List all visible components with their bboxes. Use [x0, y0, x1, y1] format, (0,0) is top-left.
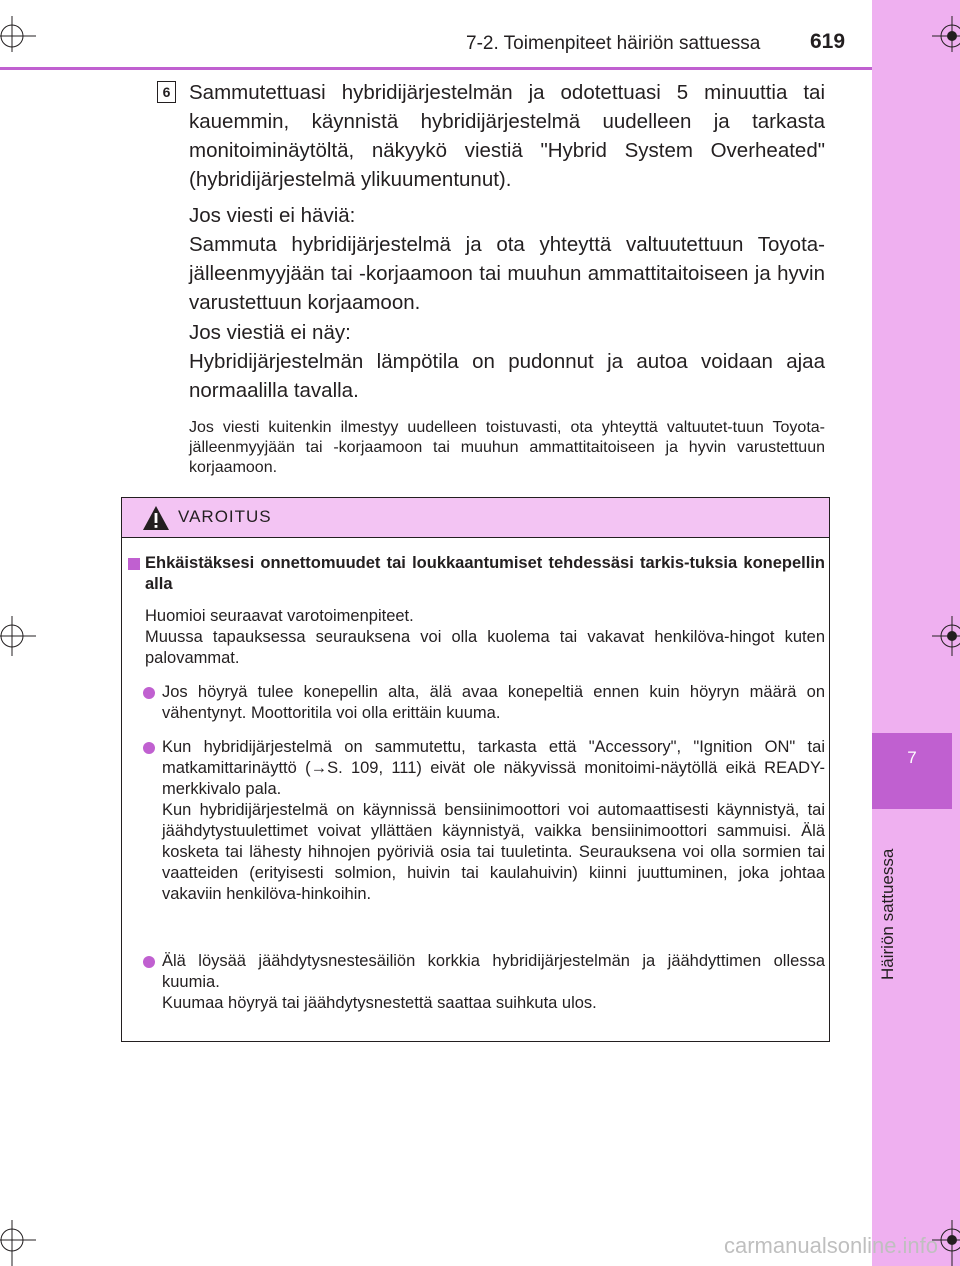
bullet-dot-icon — [143, 742, 155, 754]
section-title: 7-2. Toimenpiteet häiriön sattuessa — [466, 33, 761, 54]
registration-mark-bottom-left — [0, 1218, 42, 1266]
warning-bullet-2b: Kun hybridijärjestelmä on käynnissä bensiinimoottori voi automaattisesti käynnistyä, tai jäähdytystuulettimet voivat yllättäen käynnistyä, vaikka bensiinimoottori sammuisi. Älä kosketa tai lähesty hihnojen pyöriviä osia tai tuuletinta. Seurauksena voi olla sormien tai vaatteiden (erityisesti solmion, huivin tai kaulahuivin) kiinni juuttuminen, joka johtaa vakaviin henkilöva-hinkoihin. — [162, 801, 825, 903]
step-paragraph: Sammutettuasi hybridijärjestelmän ja odotettuasi 5 minuuttia tai kauemmin, käynnistä hybridijärjestelmä uudelleen ja tarkasta monitoiminäytöltä, näkyykö viestiä "Hybrid System Overheated" (hybridijärjestelmä ylikuumentunut). — [189, 81, 825, 191]
step-number-badge: 6 — [157, 81, 176, 103]
case2-heading: Jos viestiä ei näy: — [189, 321, 351, 344]
bullet-dot-icon — [143, 956, 155, 968]
step-note: Jos viesti kuitenkin ilmestyy uudelleen toistuvasti, ota yhteyttä valtuutet-tuun Toyota-jälleenmyyjään tai -korjaamoon tai muuhun ammattitaitoiseen ja hyvin varustettuun korjaamoon. — [189, 419, 825, 476]
chapter-tab-active — [872, 733, 952, 809]
warning-title: Ehkäistäksesi onnettomuudet tai loukkaantumiset tehdessäsi tarkis-tuksia konepellin alla — [145, 554, 825, 593]
warning-box — [121, 497, 830, 1042]
registration-mark-mid-left — [0, 614, 42, 658]
watermark: carmanualsonline.info — [724, 1233, 939, 1258]
chapter-number: 7 — [907, 748, 917, 767]
case1-heading: Jos viesti ei häviä: — [189, 204, 356, 227]
chapter-title-vertical: Häiriön sattuessa — [878, 848, 897, 980]
case1-text: Sammuta hybridijärjestelmä ja ota yhteyttä valtuutettuun Toyota-jälleenmyyjään tai -korjaamoon tai muuhun ammattitaitoiseen ja hyvin varustettuun korjaamoon. — [189, 233, 825, 314]
warning-bullet-3b: Kuumaa höyryä tai jäähdytysnestettä saattaa suihkuta ulos. — [162, 994, 597, 1012]
warning-triangle-icon — [142, 505, 170, 531]
header-rule — [0, 67, 872, 70]
registration-mark-top-left — [0, 8, 42, 52]
section-square-icon — [128, 558, 140, 570]
registration-mark-top-right — [926, 8, 960, 52]
warning-bullet-3a: Älä löysää jäähdytysnestesäiliön korkkia hybridijärjestelmän ja jäähdyttimen ollessa kuumia. — [162, 952, 825, 991]
warning-label: VAROITUS — [178, 507, 272, 526]
warning-bullet-1: Jos höyryä tulee konepellin alta, älä avaa konepeltiä ennen kuin höyryn määrä on vähentynyt. Moottoritila voi olla erittäin kuuma. — [162, 683, 825, 722]
warning-intro-2: Muussa tapauksessa seurauksena voi olla kuolema tai vakavat henkilöva-hingot kuten palovammat. — [145, 628, 825, 667]
case2-text: Hybridijärjestelmän lämpötila on pudonnut ja autoa voidaan ajaa normaalilla tavalla. — [189, 350, 825, 402]
warning-bullet-2a: Kun hybridijärjestelmä on sammutettu, tarkasta että "Accessory", "Ignition ON" tai matkamittarinäyttö (→S. 109, 111) eivät ole näkyvissä monitoimi-näytöllä eikä READY-merkkivalo pala. — [162, 738, 825, 798]
warning-header — [122, 498, 829, 538]
page-number: 619 — [810, 30, 846, 53]
registration-mark-mid-right — [926, 614, 960, 658]
bullet-dot-icon — [143, 687, 155, 699]
warning-intro-1: Huomioi seuraavat varotoimenpiteet. — [145, 607, 414, 625]
